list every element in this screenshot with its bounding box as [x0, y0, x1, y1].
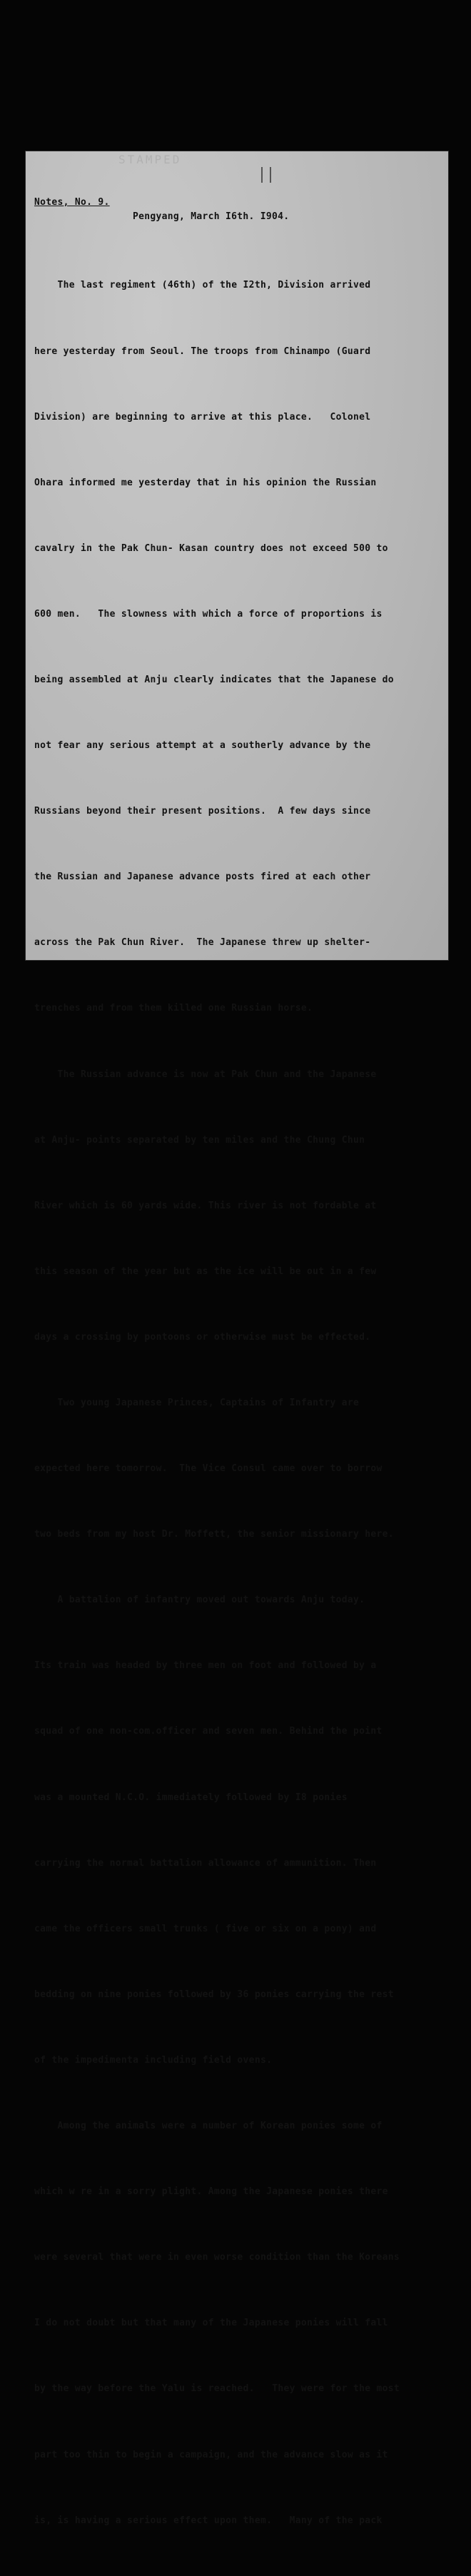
text-line: at Anju- points separated by ten miles and the Chung Chun	[34, 1134, 365, 1146]
text-line: Ohara informed me yesterday that in his opinion the Russian	[34, 477, 377, 488]
text-line: not fear any serious attempt at a southerly advance by the	[34, 740, 371, 752]
document-page	[26, 151, 448, 2526]
text-line: Russians beyond their present positions. A few days since	[34, 806, 371, 817]
text-line: I do not doubt but that many of the Japanese ponies will fall	[34, 2318, 388, 2329]
notes-heading: Notes, No. 9.	[34, 197, 110, 208]
text-line: the Russian and Japanese advance posts fired at each other	[34, 872, 371, 883]
text-line: 600 men. The slowness with which a force of proportions is	[34, 608, 383, 620]
document-body	[34, 231, 400, 2576]
text-line: came the officers small trunks ( five or six on a pony) and	[34, 1923, 377, 1934]
text-line: being assembled at Anju clearly indicates that the Japanese do	[34, 674, 394, 685]
text-line: A battalion of infantry moved out towards Anju today.	[34, 1595, 365, 1606]
text-line: this season of the year but as the ice will be out in a few	[34, 1266, 377, 1277]
binding-mark	[261, 167, 271, 183]
text-line: Among the animals were a number of Korean ponies some of	[34, 2121, 383, 2132]
text-line: The Russian advance is now at Pak Chun and the Japanese	[34, 1069, 377, 1080]
text-line: part too thin to begin a campaign, and the advance slow as it	[34, 2449, 388, 2460]
text-line: by the way before the Yalu is reached. They were for the most	[34, 2383, 400, 2395]
text-line: is, is having a serious effect upon them. Many of the pack	[34, 2515, 383, 2526]
text-line: Division) are beginning to arrive at this place. Colonel	[34, 411, 371, 423]
text-line: squad of one non-com.officer and seven men. Behind the point	[34, 1726, 383, 1737]
text-line: here yesterday from Seoul. The troops from Chinampo (Guard	[34, 345, 371, 357]
text-line: across the Pak Chun River. The Japanese threw up shelter-	[34, 937, 371, 949]
text-line: which w re in a sorry plight. Among the Japanese ponies there	[34, 2186, 388, 2198]
text-line: River which is 60 yards wide. This river is not fordable at	[34, 1200, 377, 1211]
text-line: carrying the normal battalion allowance of ammunition. Then	[34, 1857, 377, 1869]
place-date-line: Pengyang, March I6th. I904.	[133, 211, 290, 222]
text-line: of the impedimenta including field ovens.	[34, 2054, 273, 2066]
text-line: Two young Japanese Princes, Captains of Infantry are	[34, 1398, 360, 1408]
text-line: Its train was headed by three men on foot and followed by a	[34, 1660, 377, 1672]
text-line: bedding on nine ponies followed by 36 ponies carrying the rest	[34, 1989, 394, 2000]
text-line: cavalry in the Pak Chun- Kasan country does not exceed 500 to	[34, 542, 388, 554]
text-line: two beds from my host Dr. Moffett, the senior missionary here.	[34, 1529, 394, 1540]
text-line: days a crossing by pontoons or otherwise must be effected.	[34, 1331, 371, 1343]
text-line: was a mounted N.C.O. immediately followed by I8 ponies	[34, 1792, 348, 1803]
text-line: The last regiment (46th) of the I2th, Division arrived	[34, 280, 371, 291]
text-line: trenches and from them killed one Russian horse.	[34, 1003, 313, 1014]
text-line: expected here tomorrow. The Vice Consul came over to borrow	[34, 1463, 383, 1475]
faded-stamp: STAMPED	[118, 153, 182, 166]
text-line: were several that were in even worse condition than the Koreans	[34, 2252, 400, 2263]
